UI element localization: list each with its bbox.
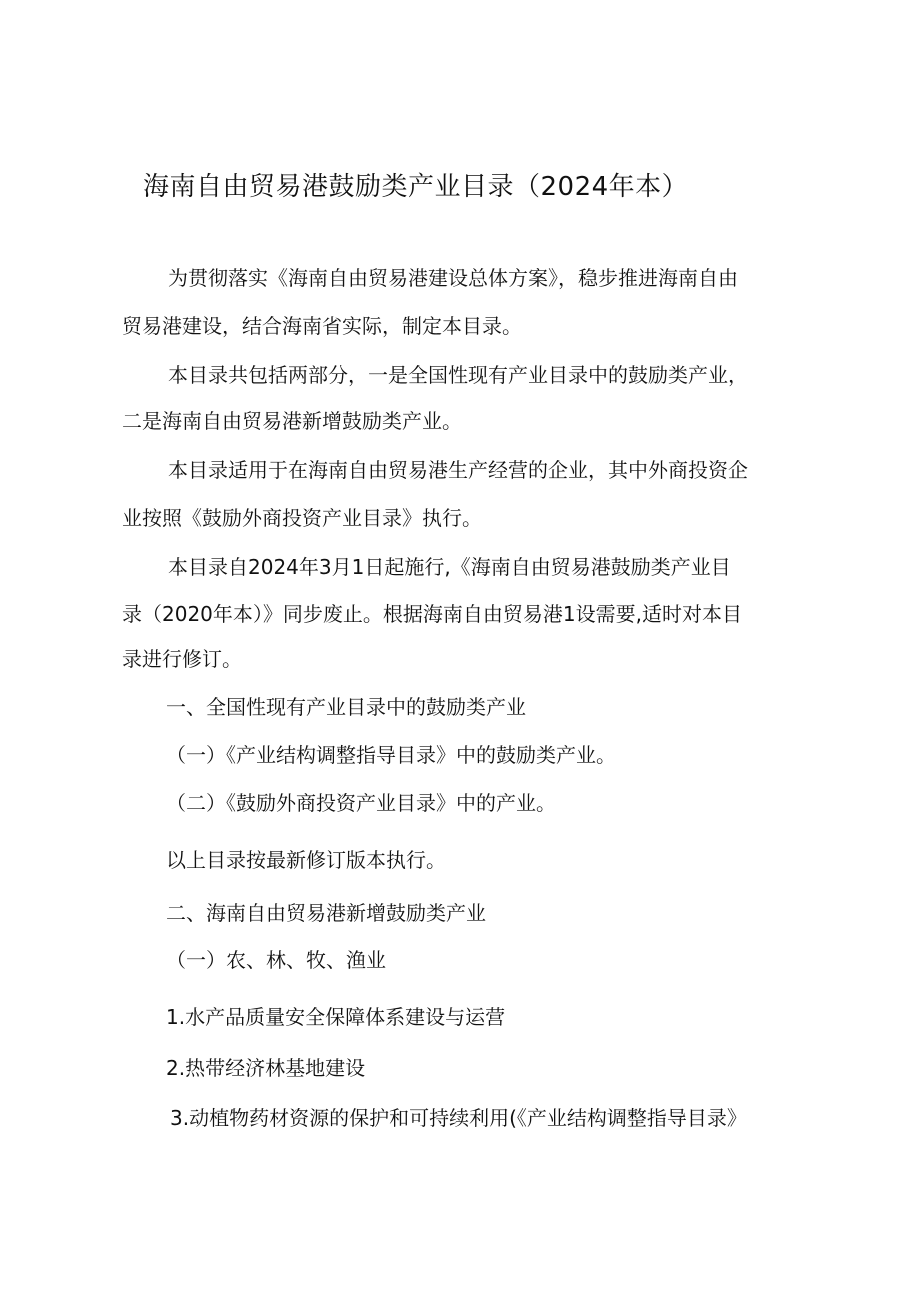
section2-sub1: （一）农、林、牧、渔业 bbox=[166, 948, 386, 972]
para4-line1: 本目录自2024年3月1日起施行,《海南自由贸易港鼓励类产业目 bbox=[168, 555, 731, 579]
section1-item1: （一）《产业结构调整指导目录》中的鼓励类产业。 bbox=[166, 743, 616, 767]
section1-heading: 一、全国性现有产业目录中的鼓励类产业 bbox=[166, 695, 526, 719]
para2-line2: 二是海南自由贸易港新增鼓励类产业。 bbox=[122, 409, 462, 433]
section1-note: 以上目录按最新修订版本执行。 bbox=[166, 848, 446, 872]
para2-line1: 本目录共包括两部分，一是全国性现有产业目录中的鼓励类产业， bbox=[168, 363, 748, 387]
list-item: 3.动植物药材资源的保护和可持续利用(《产业结构调整指导目录》 bbox=[170, 1106, 747, 1130]
para1-line2: 贸易港建设，结合海南省实际，制定本目录。 bbox=[122, 314, 522, 338]
para4-line3: 录进行修订。 bbox=[122, 647, 242, 671]
para3-line2: 业按照《鼓励外商投资产业目录》执行。 bbox=[122, 506, 482, 530]
page-title: 海南自由贸易港鼓励类产业目录（2024年本） bbox=[143, 172, 689, 202]
list-item: 1.水产品质量安全保障体系建设与运营 bbox=[166, 1005, 506, 1029]
list-item: 2.热带经济林基地建设 bbox=[166, 1056, 366, 1080]
para1-line1: 为贯彻落实《海南自由贸易港建设总体方案》，稳步推进海南自由 bbox=[168, 266, 738, 290]
section1-item2: （二）《鼓励外商投资产业目录》中的产业。 bbox=[166, 791, 556, 815]
para3-line1: 本目录适用于在海南自由贸易港生产经营的企业，其中外商投资企 bbox=[168, 458, 748, 482]
section2-heading: 二、海南自由贸易港新增鼓励类产业 bbox=[166, 901, 486, 925]
para4-line2: 录（2020年本）》同步废止。根据海南自由贸易港1设需要,适时对本目 bbox=[122, 602, 742, 626]
